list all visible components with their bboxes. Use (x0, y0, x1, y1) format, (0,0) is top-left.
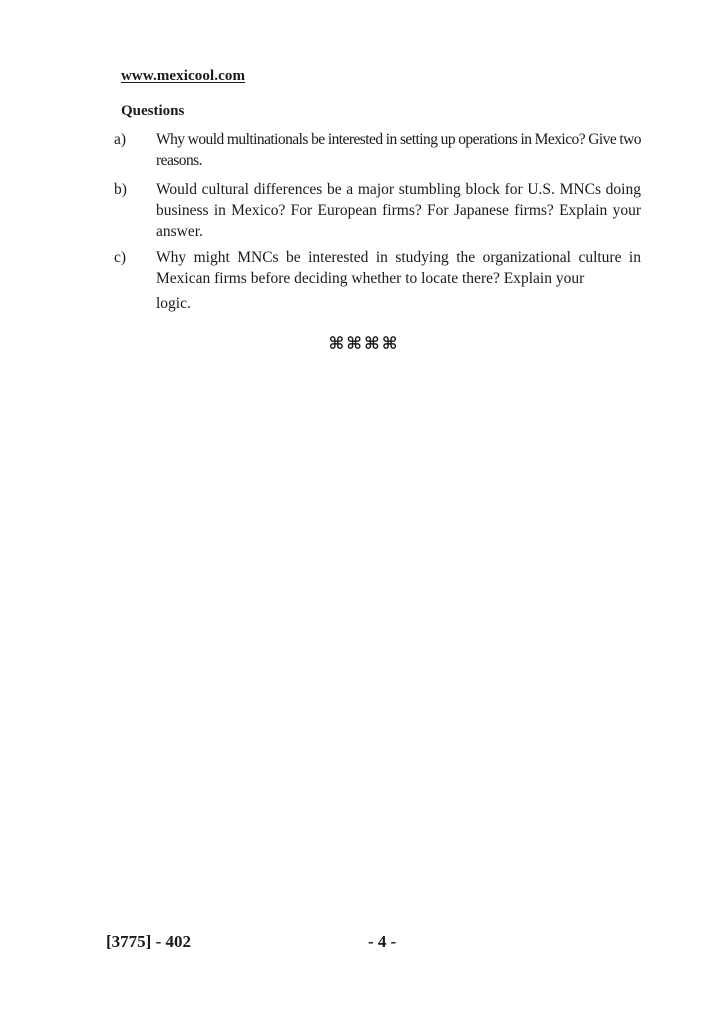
question-c (114, 247, 641, 314)
question-a-label: a) (114, 131, 127, 148)
paper-code: [3775] - 402 (106, 932, 191, 951)
question-b (114, 179, 641, 242)
website-url: www.mexicool.com (121, 68, 246, 84)
questions-heading: Questions (121, 103, 185, 119)
question-a (114, 129, 641, 171)
question-a-text: Why would multinationals be interested in setting up operations in Mexico? Give two reasons. (156, 131, 641, 169)
question-c-text-main: Why might MNCs be interested in studying the organizational culture in Mexican firms before deciding whether to locate there? Explain your (156, 249, 641, 287)
question-c-text (156, 247, 641, 314)
page-number: - 4 - (368, 932, 397, 951)
question-c-label: c) (114, 249, 127, 266)
question-b-text: Would cultural differences be a major stumbling block for U.S. MNCs doing business in Mexico? For European firms? For Japanese firms? Explain your answer. (156, 181, 641, 240)
command-symbol-ornament: ⌘⌘⌘⌘ (328, 334, 400, 354)
end-ornament (0, 334, 728, 354)
question-b-label: b) (114, 181, 127, 198)
question-c-text-end: logic. (156, 295, 191, 312)
